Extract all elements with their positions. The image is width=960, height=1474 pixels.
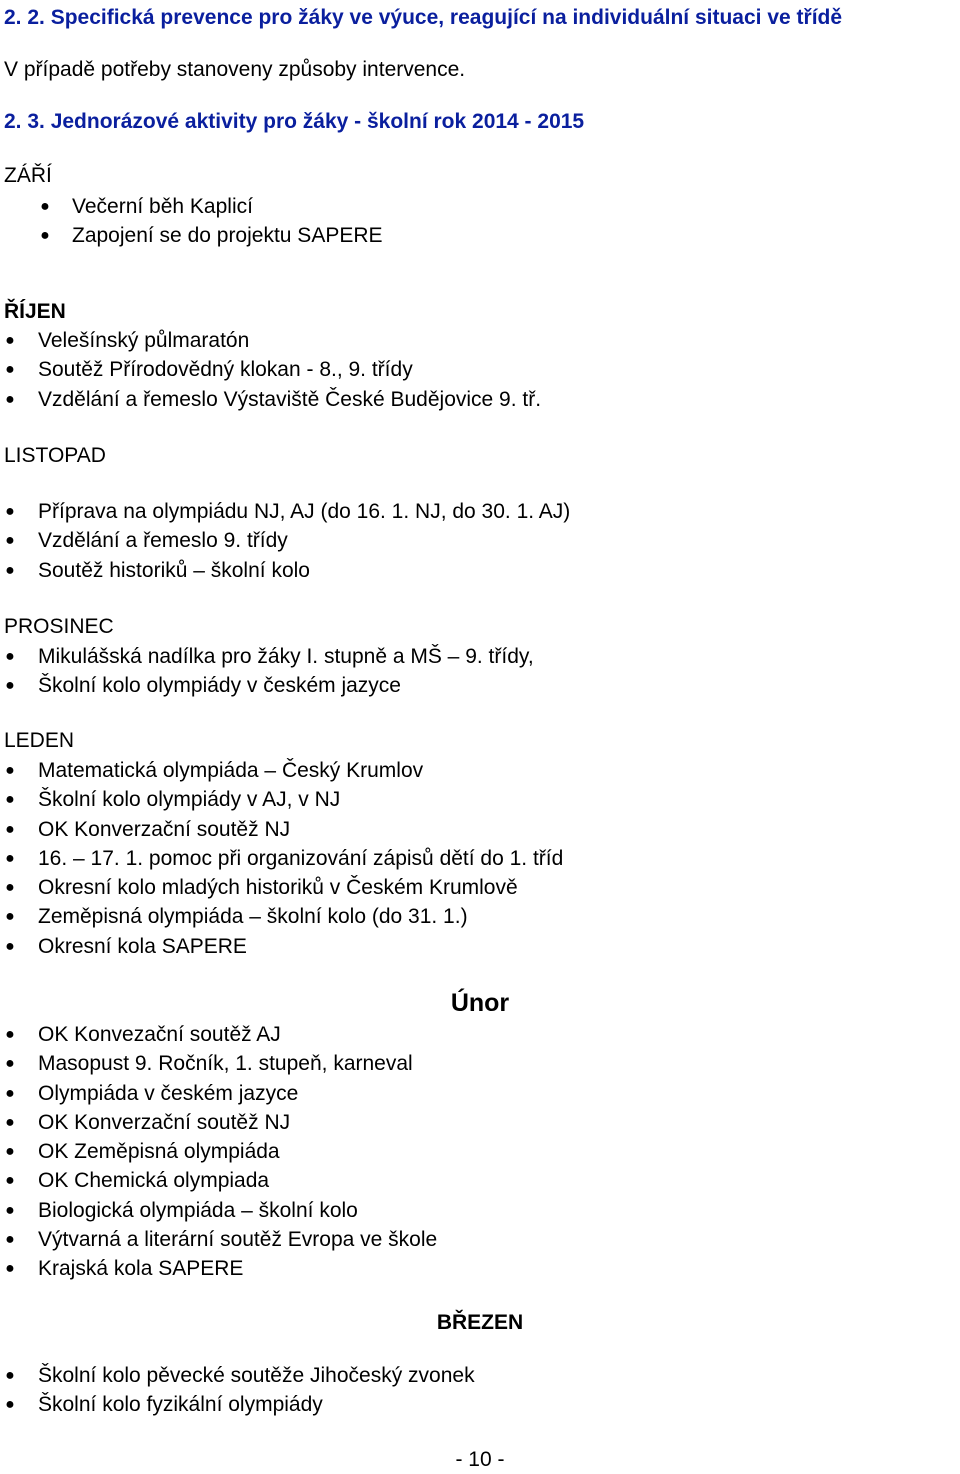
list-item: ● Biologická olympiáda – školní kolo <box>0 1196 437 1225</box>
list-item: ● Školní kolo olympiády v AJ, v NJ <box>0 785 563 814</box>
section-zari-title: ZÁŘÍ <box>4 164 52 187</box>
bullet-icon: ● <box>5 1055 15 1073</box>
section-rijen-title: ŘÍJEN <box>4 300 66 323</box>
bullet-icon: ● <box>5 791 15 809</box>
list-item: ● Vzdělání a řemeslo 9. třídy <box>0 526 570 555</box>
list-item: ● Výtvarná a literární soutěž Evropa ve škole <box>0 1225 437 1254</box>
list-item: ● Soutěž historiků – školní kolo <box>0 556 570 585</box>
list-item: ● Matematická olympiáda – Český Krumlov <box>0 756 563 785</box>
list-item: ● Mikulášská nadílka pro žáky I. stupně a MŠ – 9. třídy, <box>0 642 534 671</box>
list-item: ● OK Zeměpisná olympiáda <box>0 1137 437 1166</box>
bullet-icon: ● <box>5 532 15 550</box>
list-item: ● OK Chemická olympiada <box>0 1166 437 1195</box>
bullet-icon: ● <box>5 561 15 579</box>
bullet-icon: ● <box>5 1201 15 1219</box>
bullet-icon: ● <box>5 648 15 665</box>
bullet-icon: ● <box>5 1084 15 1102</box>
list-item: ● Okresní kola SAPERE <box>0 932 563 961</box>
bullet-icon: ● <box>5 762 15 779</box>
bullet-icon: ● <box>5 1260 15 1278</box>
section-zari-list <box>0 192 383 251</box>
bullet-icon: ● <box>5 1113 15 1131</box>
bullet-icon: ● <box>5 1396 15 1414</box>
list-item: ● OK Konvezační soutěž AJ <box>0 1020 437 1049</box>
list-item: ● Školní kolo pěvecké soutěže Jihočeský zvonek <box>0 1361 475 1390</box>
bullet-icon: ● <box>5 332 15 349</box>
list-item: ● OK Konverzační soutěž NJ <box>0 1108 437 1137</box>
section-listopad-list <box>0 497 570 585</box>
list-item: ● Zeměpisná olympiáda – školní kolo (do 31. 1.) <box>0 902 563 931</box>
intervention-text: V případě potřeby stanoveny způsoby intervence. <box>4 58 466 81</box>
bullet-icon: ● <box>5 677 15 695</box>
section-unor-title: Únor <box>450 989 510 1017</box>
bullet-icon: ● <box>5 849 15 867</box>
section-leden-list <box>0 756 563 961</box>
bullet-icon: ● <box>5 503 15 520</box>
list-item: ● Krajská kola SAPERE <box>0 1254 437 1283</box>
section-unor-list <box>0 1020 437 1284</box>
bullet-icon: ● <box>5 820 15 838</box>
list-item: ● Olympiáda v českém jazyce <box>0 1079 437 1108</box>
section-prosinec-title: PROSINEC <box>4 615 114 638</box>
bullet-icon: ● <box>5 361 15 379</box>
list-item: ● Zapojení se do projektu SAPERE <box>0 221 383 250</box>
bullet-icon: ● <box>40 227 50 245</box>
section-listopad-title: LISTOPAD <box>4 444 106 467</box>
section-rijen-list <box>0 326 541 414</box>
list-item: ● Soutěž Přírodovědný klokan - 8., 9. třídy <box>0 355 541 384</box>
bullet-icon: ● <box>5 1172 15 1190</box>
list-item: ● Příprava na olympiádu NJ, AJ (do 16. 1. NJ, do 30. 1. AJ) <box>0 497 570 526</box>
bullet-icon: ● <box>5 908 15 926</box>
page-number: - 10 - <box>455 1448 505 1471</box>
bullet-icon: ● <box>5 1231 15 1249</box>
bullet-icon: ● <box>5 1367 15 1384</box>
list-item: ● OK Konverzační soutěž NJ <box>0 815 563 844</box>
section-brezen-title: BŘEZEN <box>436 1311 524 1334</box>
list-item: ● Masopust 9. Ročník, 1. stupeň, karneval <box>0 1049 437 1078</box>
list-item: ● Školní kolo olympiády v českém jazyce <box>0 671 534 700</box>
heading-2-3: 2. 3. Jednorázové aktivity pro žáky - školní rok 2014 - 2015 <box>4 110 585 133</box>
bullet-icon: ● <box>5 879 15 897</box>
list-item: ● Školní kolo fyzikální olympiády <box>0 1390 475 1419</box>
list-item: ● Večerní běh Kaplicí <box>0 192 383 221</box>
heading-2-2: 2. 2. Specifická prevence pro žáky ve výuce, reagující na individuální situaci ve třídě <box>4 6 843 29</box>
list-item: ● Velešínský půlmaratón <box>0 326 541 355</box>
bullet-icon: ● <box>40 198 50 215</box>
list-item: ● Okresní kolo mladých historiků v Českém Krumlově <box>0 873 563 902</box>
bullet-icon: ● <box>5 1026 15 1043</box>
list-item: ● 16. – 17. 1. pomoc při organizování zápisů dětí do 1. tříd <box>0 844 563 873</box>
section-brezen-list <box>0 1361 475 1420</box>
section-leden-title: LEDEN <box>4 729 75 752</box>
list-item: ● Vzdělání a řemeslo Výstaviště České Budějovice 9. tř. <box>0 385 541 414</box>
bullet-icon: ● <box>5 937 15 955</box>
section-prosinec-list <box>0 642 534 701</box>
bullet-icon: ● <box>5 1143 15 1161</box>
bullet-icon: ● <box>5 390 15 408</box>
